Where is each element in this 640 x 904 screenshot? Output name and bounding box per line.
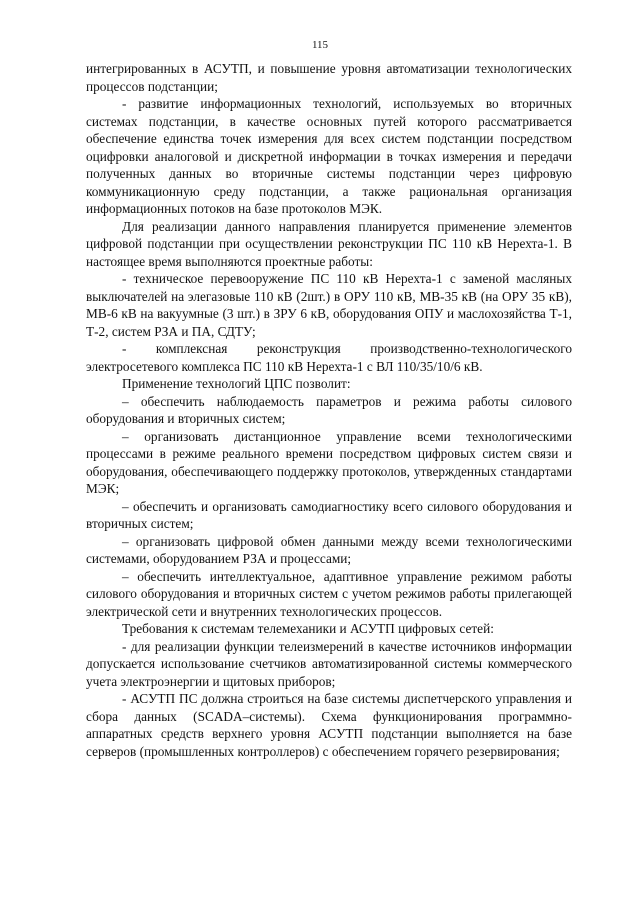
list-item-observability: – обеспечить наблюдаемость параметров и режима работы силового оборудования и вторичных систем;: [86, 393, 572, 426]
list-item-self-diagnostics: – обеспечить и организовать самодиагностику всего силового оборудования и вторичных систем;: [86, 498, 572, 531]
paragraph-requirements-intro: Требования к системам телемеханики и АСУТП цифровых сетей:: [122, 621, 494, 636]
paragraph-dss-benefits-intro: Применение технологий ЦПС позволит:: [122, 376, 351, 391]
paragraph-continuation: интегрированных в АСУТП, и повышение уровня автоматизации технологических процессов подстанции;: [86, 61, 572, 94]
list-item-technical-reequipment: - техническое перевооружение ПС 110 кВ Нерехта-1 с заменой масляных выключателей на элегазовые 110 кВ (2шт.) в ОРУ 110 кВ, МВ-35 кВ (на ОРУ 35 кВ), МВ-6 кВ на вакуумные (3 шт.) в ЗРУ 6 кВ, оборудования ОПУ и маслохозяйства Т-1, Т-2, систем РЗА и ПА, СДТУ;: [86, 271, 572, 339]
paragraph-implementation: Для реализации данного направления планируется применение элементов цифровой подстанции при осуществлении реконструкции ПС 110 кВ Нерехта-1. В настоящее время выполняются проектные работы:: [86, 218, 572, 269]
document-body: [86, 60, 572, 760]
list-item-telemetry-sources: - для реализации функции телеизмерений в качестве источников информации допускается использование счетчиков автоматизированной системы коммерческого учета электроэнергии и щитовых приборов;: [86, 638, 572, 689]
list-item-complex-reconstruction: - комплексная реконструкция производственно-технологического электросетевого комплекса ПС 110 кВ Нерехта-1 с ВЛ 110/35/10/6 кВ.: [86, 341, 572, 374]
list-item-scada-basis: - АСУТП ПС должна строиться на базе системы диспетчерского управления и сбора данных (SCADA–системы). Схема функционирования программно-аппаратных средств верхнего уровня АСУТП подстанции выполняется на базе серверов (промышленных контроллеров) с обеспечением горячего резервирования;: [86, 691, 572, 759]
list-item-data-exchange: – организовать цифровой обмен данными между всеми технологическими системами, оборудованием РЗА и процессами;: [86, 533, 572, 566]
list-item-adaptive-control: – обеспечить интеллектуальное, адаптивное управление режимом работы силового оборудования и вторичных систем с учетом режимов работы прилегающей электрической сети и внутренних технологических процессов.: [86, 568, 572, 619]
list-item-remote-control: – организовать дистанционное управление всеми технологическими процессами в режиме реального времени посредством цифровых систем связи и оборудования, обеспечивающего поддержку протоколов, утвержденных стандартами МЭК;: [86, 428, 572, 496]
page-number: 115: [311, 39, 329, 51]
list-item-it-development: - развитие информационных технологий, используемых во вторичных системах подстанции, в качестве основных путей которого рассматривается обеспечение единства точек измерения для всех систем подстанции посредством оцифровки аналоговой и дискретной информации в точках измерения и передачи полученных данных во вторичные системы подстанции через цифровую коммуникационную среду подстанции, а также рациональная организация информационных потоков на базе протоколов МЭК.: [86, 96, 572, 216]
